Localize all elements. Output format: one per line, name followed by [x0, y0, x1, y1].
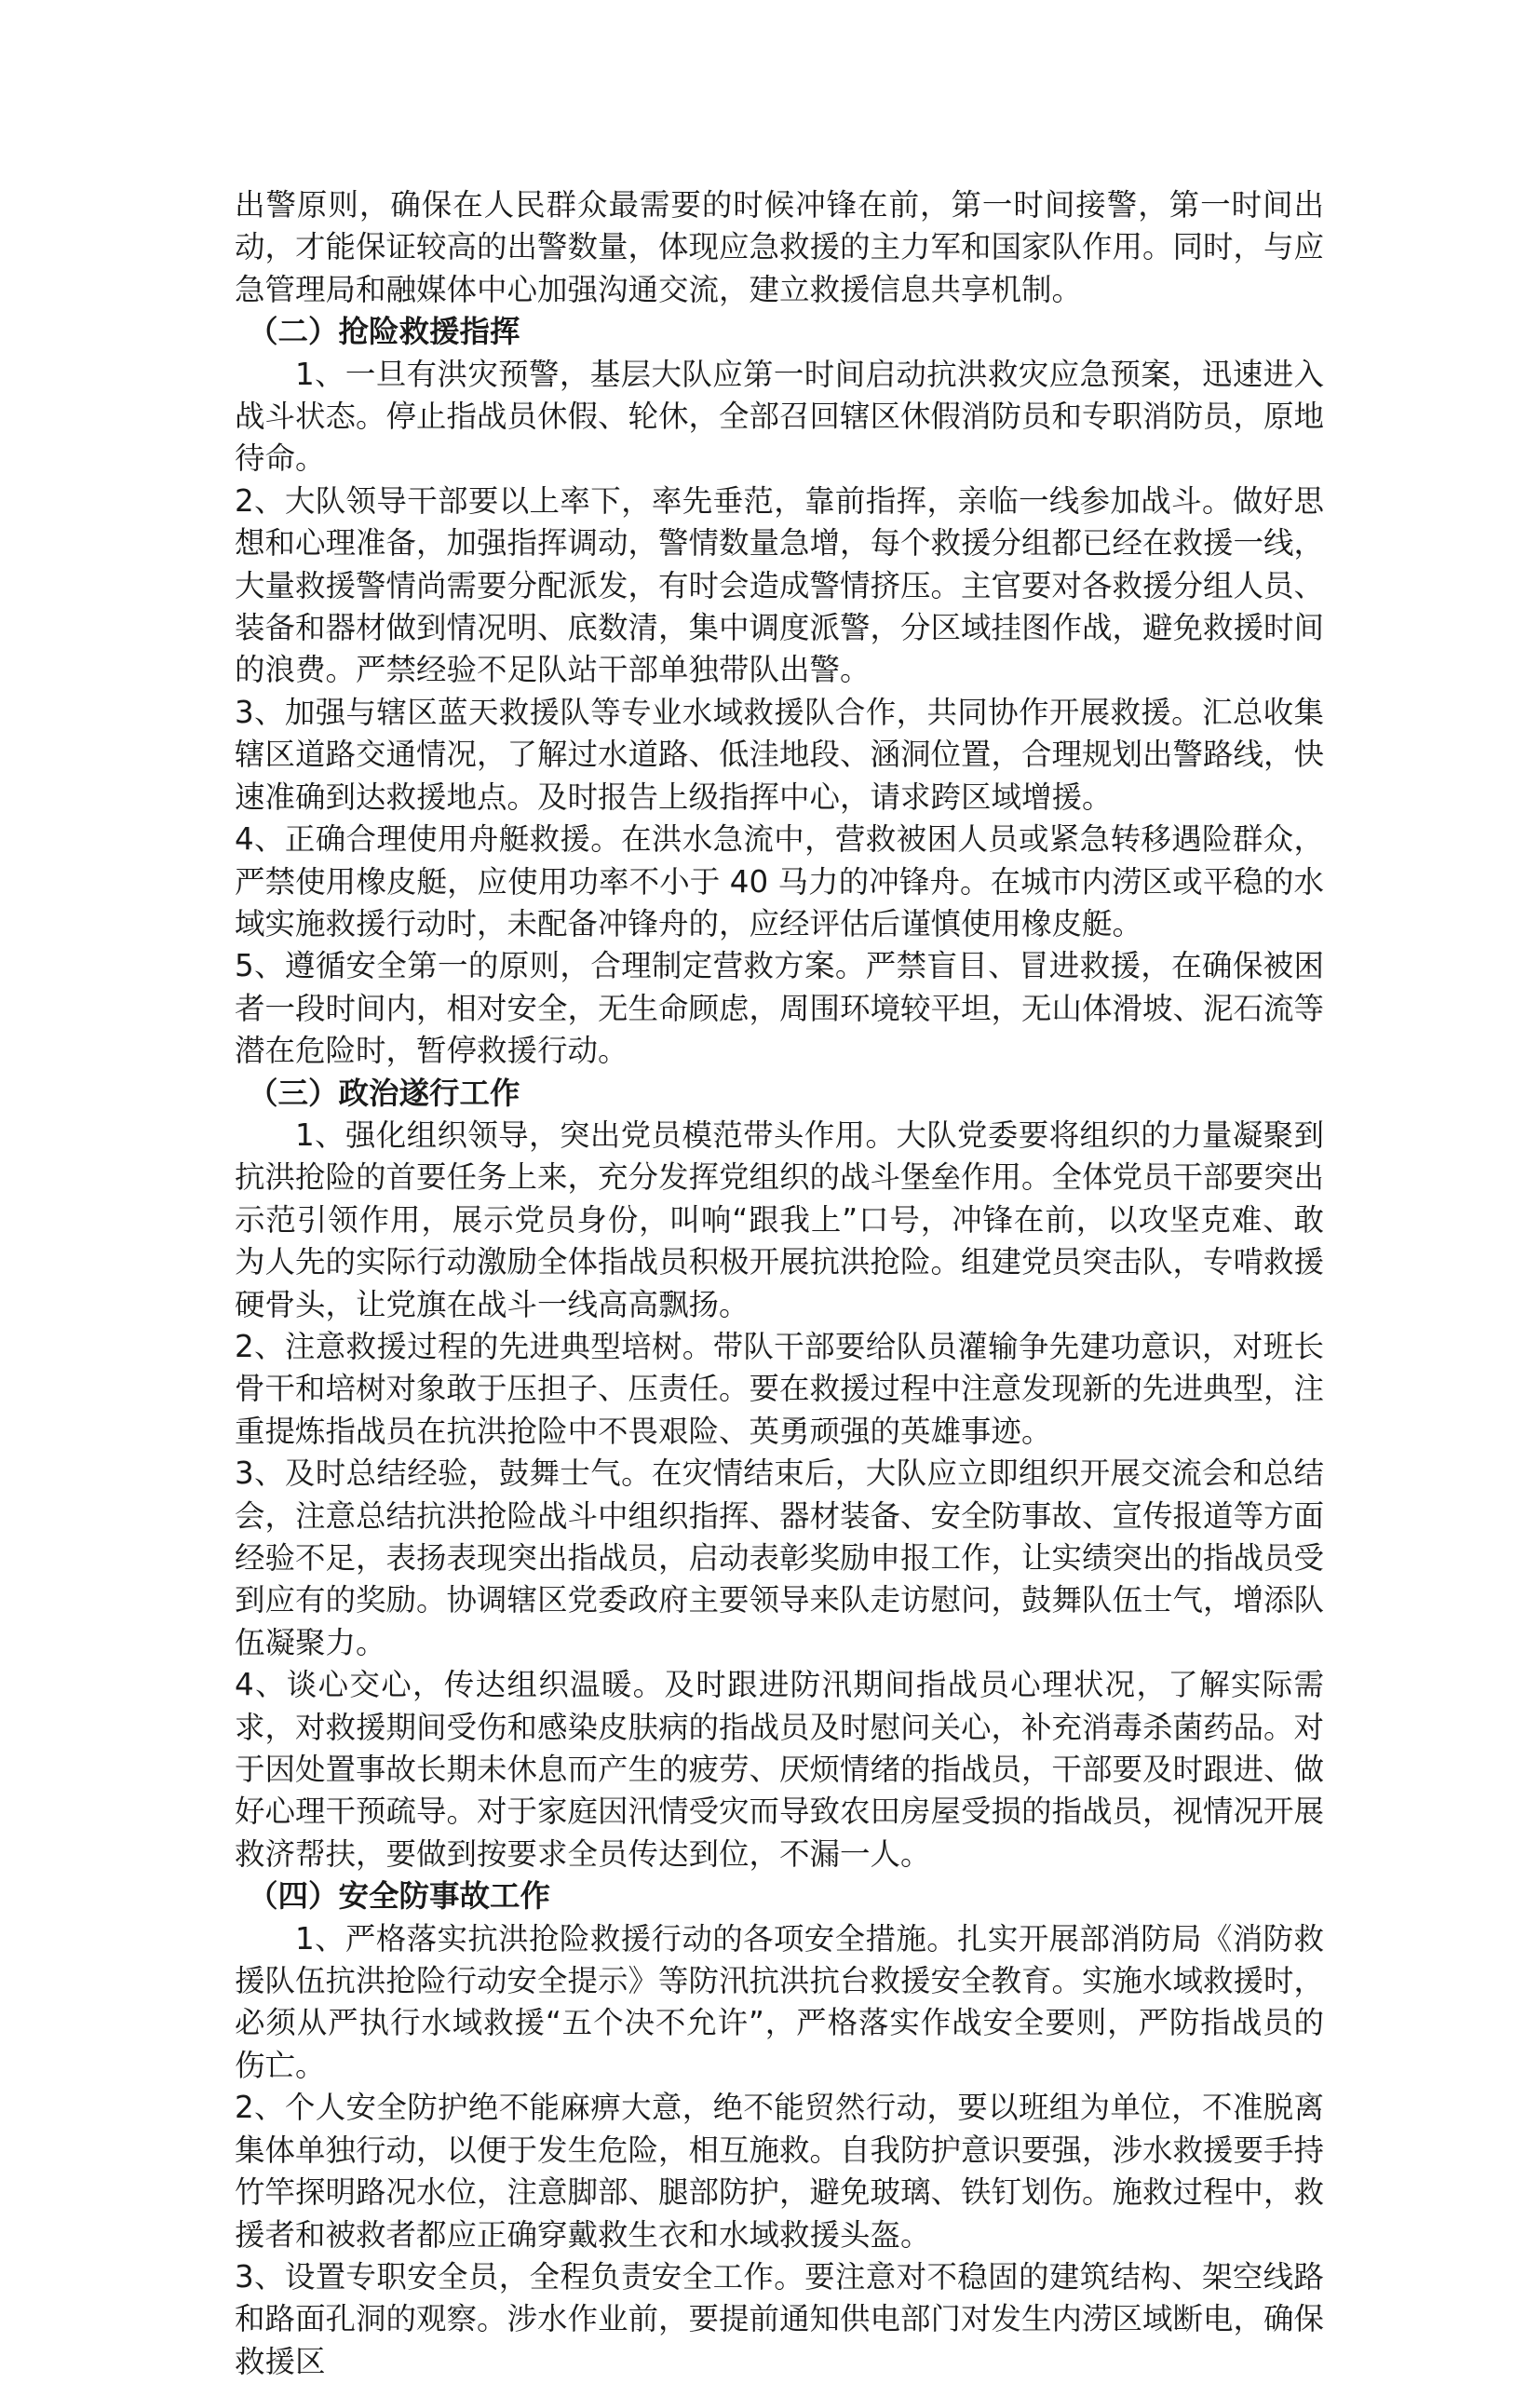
paragraph-rescue-command-5: 5、遵循安全第一的原则，合理制定营救方案。严禁盲目、冒进救援，在确保被困者一段时间内，相对安全，无生命顾虑，周围环境较平坦，无山体滑坡、泥石流等潜在危险时，暂停救援行动。	[235, 948, 1325, 1069]
paragraph-safety-work-1: 1、严格落实抗洪抢险救援行动的各项安全措施。扎实开展部消防局《消防救援队伍抗洪抢险行动安全提示》等防汛抗洪抗台救援安全教育。实施水域救援时，必须从严执行水域救援“五个决不允许”，严格落实作战安全要则，严防指战员的伤亡。	[235, 1920, 1325, 2083]
paragraph-safety-work-3: 3、设置专职安全员，全程负责安全工作。要注意对不稳固的建筑结构、架空线路和路面孔洞的观察。涉水作业前，要提前通知供电部门对发生内涝区域断电，确保救援区	[235, 2258, 1325, 2379]
section-heading-safety-work: （四）安全防事故工作	[248, 1878, 551, 1915]
paragraph-intro-continuation: 出警原则，确保在人民群众最需要的时候冲锋在前，第一时间接警，第一时间出动，才能保证较高的出警数量，体现应急救援的主力军和国家队作用。同时，与应急管理局和融媒体中心加强沟通交流，建立救援信息共享机制。	[235, 187, 1325, 307]
paragraph-rescue-command-3: 3、加强与辖区蓝天救援队等专业水域救援队合作，共同协作开展救援。汇总收集辖区道路交通情况，了解过水道路、低洼地段、涵洞位置，合理规划出警路线，快速准确到达救援地点。及时报告上级指挥中心，请求跨区域增援。	[235, 694, 1325, 815]
section-heading-rescue-command: （二）抢险救援指挥	[248, 314, 520, 350]
paragraph-political-work-2: 2、注意救援过程的先进典型培树。带队干部要给队员灌输争先建功意识，对班长骨干和培树对象敢于压担子、压责任。要在救援过程中注意发现新的先进典型，注重提炼指战员在抗洪抢险中不畏艰险、英勇顽强的英雄事迹。	[235, 1328, 1325, 1449]
section-heading-political-work: （三）政治遂行工作	[248, 1075, 520, 1111]
paragraph-political-work-3: 3、及时总结经验，鼓舞士气。在灾情结束后，大队应立即组织开展交流会和总结会，注意总结抗洪抢险战斗中组织指挥、器材装备、安全防事故、宣传报道等方面经验不足，表扬表现突出指战员，启动表彰奖励申报工作，让实绩突出的指战员受到应有的奖励。协调辖区党委政府主要领导来队走访慰问，鼓舞队伍士气，增添队伍凝聚力。	[235, 1456, 1325, 1660]
paragraph-political-work-4: 4、谈心交心，传达组织温暖。及时跟进防汛期间指战员心理状况，了解实际需求，对救援期间受伤和感染皮肤病的指战员及时慰问关心，补充消毒杀菌药品。对于因处置事故长期未休息而产生的疲劳、厌烦情绪的指战员，干部要及时跟进、做好心理干预疏导。对于家庭因汛情受灾而导致农田房屋受损的指战员，视情况开展救济帮扶，要做到按要求全员传达到位，不漏一人。	[235, 1667, 1325, 1872]
paragraph-political-work-1: 1、强化组织领导，突出党员模范带头作用。大队党委要将组织的力量凝聚到抗洪抢险的首要任务上来，充分发挥党组织的战斗堡垒作用。全体党员干部要突出示范引领作用，展示党员身份，叫响“跟我上”口号，冲锋在前，以攻坚克难、敢为人先的实际行动激励全体指战员积极开展抗洪抢险。组建党员突击队，专啃救援硬骨头，让党旗在战斗一线高高飘扬。	[235, 1117, 1325, 1322]
paragraph-safety-work-2: 2、个人安全防护绝不能麻痹大意，绝不能贸然行动，要以班组为单位，不准脱离集体单独行动，以便于发生危险，相互施救。自我防护意识要强，涉水救援要手持竹竿探明路况水位，注意脚部、腿部防护，避免玻璃、铁钉划伤。施救过程中，救援者和被救者都应正确穿戴救生衣和水域救援头盔。	[235, 2090, 1325, 2253]
paragraph-rescue-command-2: 2、大队领导干部要以上率下，率先垂范，靠前指挥，亲临一线参加战斗。做好思想和心理准备，加强指挥调动，警情数量急增，每个救援分组都已经在救援一线，大量救援警情尚需要分配派发，有时会造成警情挤压。主官要对各救援分组人员、装备和器材做到情况明、底数清，集中调度派警，分区域挂图作战，避免救援时间的浪费。严禁经验不足队站干部单独带队出警。	[235, 482, 1325, 688]
paragraph-rescue-command-4: 4、正确合理使用舟艇救援。在洪水急流中，营救被困人员或紧急转移遇险群众，严禁使用橡皮艇，应使用功率不小于 40 马力的冲锋舟。在城市内涝区或平稳的水域实施救援行动时，未配备冲锋舟的，应经评估后谨慎使用橡皮艇。	[235, 821, 1324, 941]
document-page	[235, 184, 1324, 2383]
paragraph-rescue-command-1: 1、一旦有洪灾预警，基层大队应第一时间启动抗洪救灾应急预案，迅速进入战斗状态。停止指战员休假、轮休，全部召回辖区休假消防员和专职消防员，原地待命。	[235, 356, 1325, 477]
